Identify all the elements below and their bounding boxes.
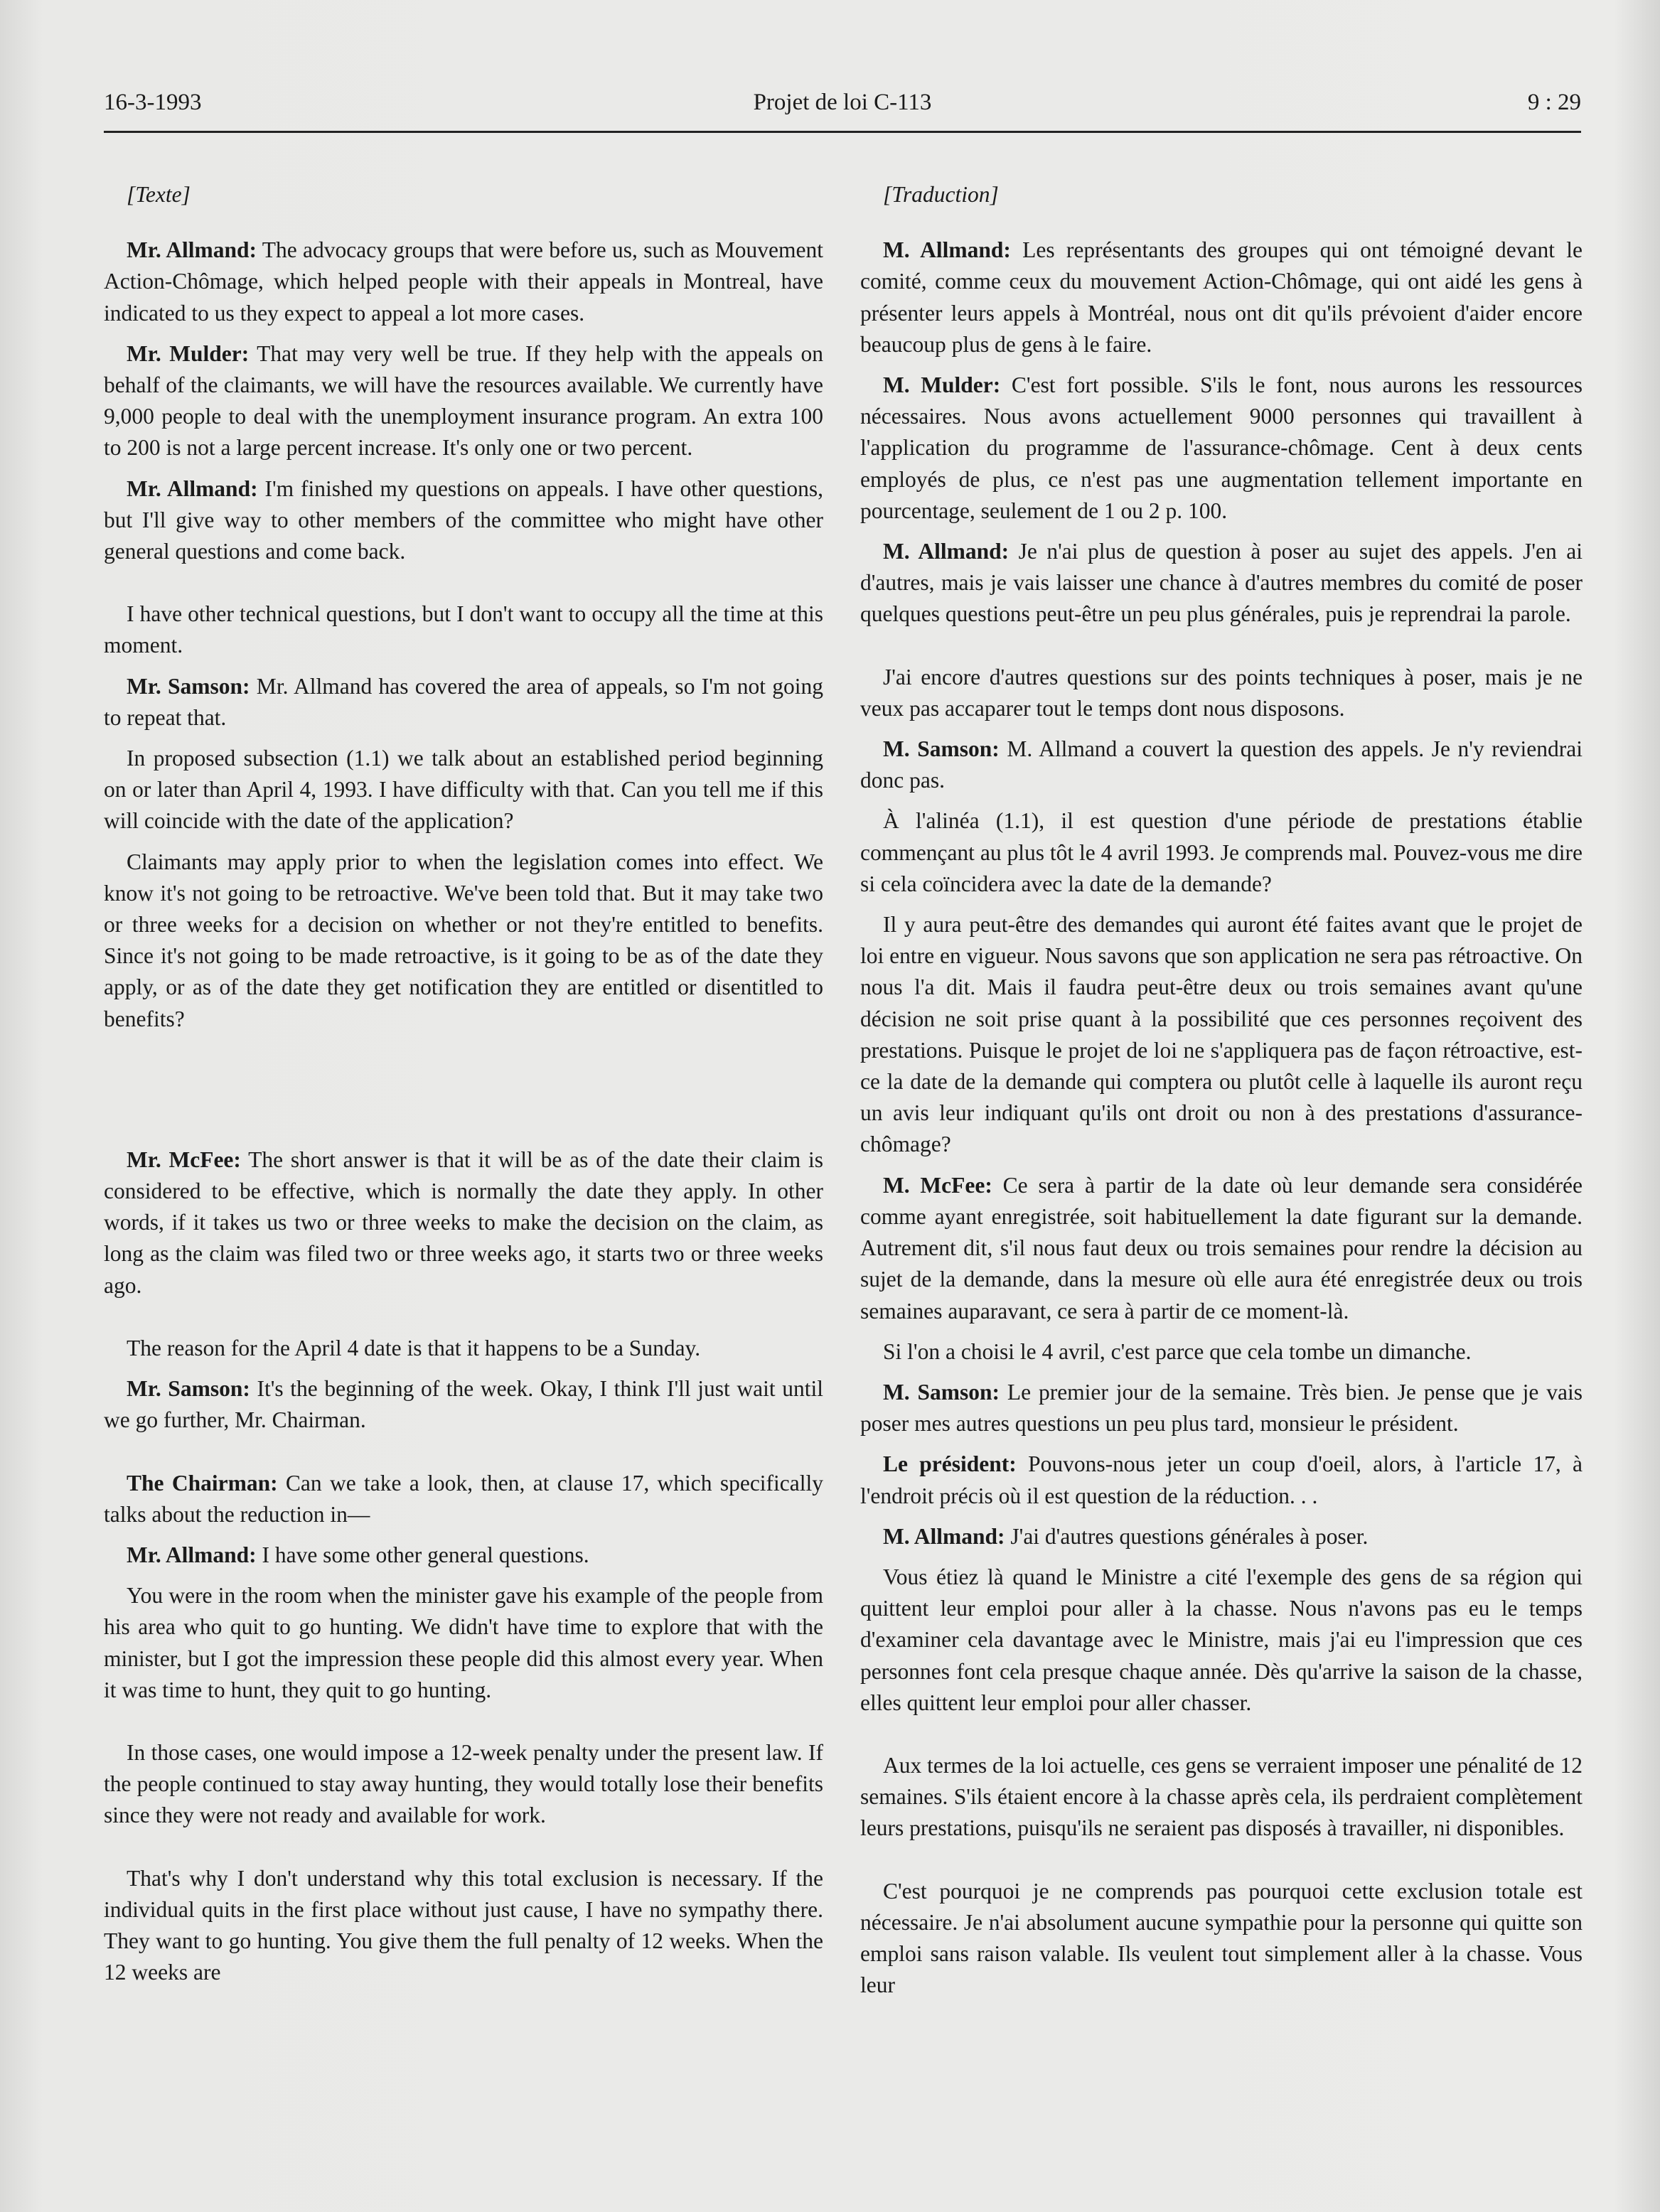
paragraph	[104, 1540, 823, 1571]
paragraph	[104, 743, 823, 837]
french-column	[860, 179, 1583, 2010]
paragraph	[860, 370, 1583, 527]
speaker: M. Mulder:	[883, 372, 1001, 398]
speaker: M. Allmand:	[883, 539, 1010, 564]
paragraph-text: À l'alinéa (1.1), il est question d'une période de prestations établie commençant au plus tôt le 4 avril 1993. Je comprends mal. Pouvez-vous me dire si cela coïncidera avec la date de la demande?	[860, 808, 1583, 896]
paragraph-text: Aux termes de la loi actuelle, ces gens se verraient imposer une pénalité de 12 semaines. S'ils étaient encore à la chasse après cela, ils perdraient complètement leurs prestations, puisqu'ils ne seraient pas disposés à travailler, ni disponibles.	[860, 1752, 1583, 1841]
paragraph	[104, 598, 823, 661]
paragraph	[104, 1580, 823, 1706]
speaker: Mr. McFee:	[127, 1147, 241, 1172]
paragraph	[104, 1373, 823, 1436]
paragraph	[104, 1333, 823, 1364]
paragraph	[860, 536, 1583, 630]
paragraph-text: Mr. Allmand has covered the area of appeals, so I'm not going to repeat that.	[104, 673, 823, 730]
paragraph-text: The short answer is that it will be as of the date their claim is considered to be effective, which is normally the date they apply. In other words, if it takes us two or three weeks to make the decision on the claim, as long as the claim was filed two or three weeks ago, it starts two or three weeks ago.	[104, 1147, 823, 1298]
paragraph-text: Pouvons-nous jeter un coup d'oeil, alors, à l'article 17, à l'endroit précis où il est question de la réduction. . .	[860, 1451, 1583, 1508]
paragraph	[104, 1468, 823, 1530]
paragraph	[104, 1144, 823, 1301]
paragraph-text: Can we take a look, then, at clause 17, which specifically talks about the reduction in—	[104, 1470, 824, 1527]
paragraph	[860, 662, 1583, 724]
paragraph	[860, 1170, 1583, 1327]
speaker: Le président:	[883, 1451, 1017, 1477]
paragraph	[860, 734, 1583, 796]
paragraph-text: It's the beginning of the week. Okay, I think I'll just wait until we go further, Mr. Chairman.	[104, 1376, 823, 1433]
paragraph-text: Claimants may apply prior to when the legislation comes into effect. We know it's not going to be retroactive. We've been told that. But it may take two or three weeks for a decision on whether or not they're entitled to benefits. Since it's not going to be made retroactive, is it going to be as of the date they apply, or as of the date they get notification they are entitled or disentitled to benefits?	[104, 849, 823, 1031]
paragraph	[104, 847, 823, 1035]
paragraph	[104, 338, 823, 464]
paragraph-text: In proposed subsection (1.1) we talk about an established period beginning on or later than April 4, 1993. I have difficulty with that. Can you tell me if this will coincide with the date of the application?	[104, 746, 823, 834]
paragraph-text: That's why I don't understand why this total exclusion is necessary. If the individual quits in the first place without just cause, I have no sympathy there. They want to go hunting. You give them the full penalty of 12 weeks. When the 12 weeks are	[104, 1865, 823, 1985]
speaker: Mr. Mulder:	[127, 340, 250, 366]
paragraph-text: The advocacy groups that were before us, such as Mouvement Action-Chômage, which helped people with their appeals in Montreal, have indicated to us they expect to appeal a lot more cases.	[104, 237, 823, 326]
paragraph-text: I have some other general questions.	[256, 1542, 589, 1567]
paragraph-text: I have other technical questions, but I don't want to occupy all the time at this moment.	[104, 601, 823, 658]
speaker: Mr. Allmand:	[127, 476, 258, 501]
speaker: M. Allmand:	[883, 1523, 1005, 1549]
paragraph-text: In those cases, one would impose a 12-week penalty under the present law. If the people continued to stay away hunting, they would totally lose their benefits since they were not ready and available for work.	[104, 1739, 823, 1828]
paragraph	[104, 671, 823, 734]
page-header	[104, 90, 1581, 133]
paragraph-text: That may very well be true. If they help with the appeals on behalf of the claimants, we will have the resources available. We currently have 9,000 people to deal with the unemployment insurance program. An extra 100 to 200 is not a large percent increase. It's only one or two percent.	[104, 340, 823, 461]
column-label-text: [Texte]	[127, 182, 191, 207]
paragraph	[860, 1336, 1583, 1368]
header-page-number: 9 : 29	[1527, 90, 1581, 115]
paragraph	[104, 1737, 823, 1832]
paragraph	[860, 1449, 1583, 1511]
paragraph	[860, 1521, 1583, 1552]
speaker: M. Samson:	[883, 736, 1000, 762]
paragraph-text: C'est pourquoi je ne comprends pas pourquoi cette exclusion totale est nécessaire. Je n'ai absolument aucune sympathie pour la personne qui quitte son emploi sans raison valable. Ils veulent tout simplement aller à la chasse. Vous leur	[860, 1878, 1583, 1998]
header-title: Projet de loi C-113	[753, 90, 932, 115]
paragraph-text: C'est fort possible. S'ils le font, nous aurons les ressources nécessaires. Nous avons actuellement 9000 personnes qui travaillent à l'application du programme de l'assurance-chômage. Cent à deux cents employés de plus, ce n'est pas une augmentation tellement importante en pourcentage, seulement de 1 ou 2 p. 100.	[860, 372, 1583, 523]
paragraph-text: Les représentants des groupes qui ont témoigné devant le comité, comme ceux du mouvement Action-Chômage, qui ont aidé les gens à présenter leurs appels à Montréal, nous ont dit qu'ils prévoient d'aider encore beaucoup plus de gens à le faire.	[860, 237, 1583, 357]
speaker: Mr. Allmand:	[127, 237, 257, 263]
paragraph-text: I'm finished my questions on appeals. I have other questions, but I'll give way to other members of the committee who might have other general questions and come back.	[104, 476, 823, 564]
english-column	[104, 179, 823, 1997]
speaker: Mr. Allmand:	[127, 1542, 257, 1567]
paragraph-text: J'ai encore d'autres questions sur des points techniques à poser, mais je ne veux pas accaparer tout le temps dont nous disposons.	[860, 664, 1583, 721]
paragraph-text: Le premier jour de la semaine. Très bien. Je pense que je vais poser mes autres questions un peu plus tard, monsieur le président.	[860, 1379, 1583, 1437]
speaker: M. Allmand:	[883, 237, 1011, 263]
paragraph-text: Ce sera à partir de la date où leur demande sera considérée comme ayant enregistrée, soit habituellement la date figurant sur la demande. Autrement dit, s'il nous faut deux ou trois semaines pour rendre la décision au sujet de la demande, dans la mesure où elle aura été enregistrée deux ou trois semaines auparavant, ce sera à partir de ce moment-là.	[860, 1172, 1583, 1324]
paragraph	[860, 1377, 1583, 1439]
paragraph-text: Vous étiez là quand le Ministre a cité l'exemple des gens de sa région qui quittent leur emploi pour aller à la chasse. Nous n'avons pas eu le temps d'examiner cela davantage avec le Ministre, mais j'ai eu l'impression que ces personnes font cela presque chaque année. Dès qu'arrive la saison de la chasse, elles quittent leur emploi pour aller chasser.	[860, 1564, 1583, 1715]
speaker: The Chairman:	[127, 1470, 278, 1496]
column-label-text: [Traduction]	[883, 182, 999, 207]
paragraph-text: Si l'on a choisi le 4 avril, c'est parce que cela tombe un dimanche.	[883, 1338, 1472, 1364]
paragraph	[860, 1876, 1583, 2002]
paragraph	[104, 235, 823, 329]
paragraph	[104, 473, 823, 568]
speaker: Mr. Samson:	[127, 1376, 250, 1402]
paragraph-text: J'ai d'autres questions générales à poser.	[1005, 1523, 1369, 1549]
paragraph-text: You were in the room when the minister gave his example of the people from his area who quit to go hunting. We didn't have time to explore that with the minister, but I got the impression these people did this almost every year. When it was time to hunt, they quit to go hunting.	[104, 1583, 823, 1702]
paragraph	[860, 909, 1583, 1161]
paragraph-text: Je n'ai plus de question à poser au sujet des appels. J'en ai d'autres, mais je vais laisser une chance à d'autres membres du comité de poser quelques questions peut-être un peu plus générales, puis je reprendrai la parole.	[860, 539, 1583, 627]
paragraph	[860, 1562, 1583, 1719]
paragraph	[860, 805, 1583, 900]
paragraph	[860, 1750, 1583, 1845]
paragraph-text: Il y aura peut-être des demandes qui auront été faites avant que le projet de loi entre en vigueur. Nous savons que son application ne sera pas rétroactive. On nous l'a dit. Mais il faudra peut-être deux ou trois semaines avant qu'une décision ne soit prise quant à la possibilité que ces personnes reçoivent des prestations. Puisque le projet de loi ne s'appliquera pas de façon rétroactive, est-ce la date de la demande qui comptera ou plutôt celle à laquelle ils auront reçu un avis leur indiquant qu'ils ont droit ou non à des prestations d'assurance-chômage?	[860, 912, 1583, 1157]
speaker: Mr. Samson:	[127, 673, 250, 699]
speaker: M. McFee:	[883, 1172, 992, 1198]
header-date: 16-3-1993	[104, 90, 202, 115]
speaker: M. Samson:	[883, 1379, 1000, 1405]
paragraph-text: M. Allmand a couvert la question des appels. Je n'y reviendrai donc pas.	[860, 736, 1583, 793]
paragraph-text: The reason for the April 4 date is that it happens to be a Sunday.	[127, 1335, 701, 1360]
paragraph	[104, 1863, 823, 1989]
paragraph	[860, 235, 1583, 360]
